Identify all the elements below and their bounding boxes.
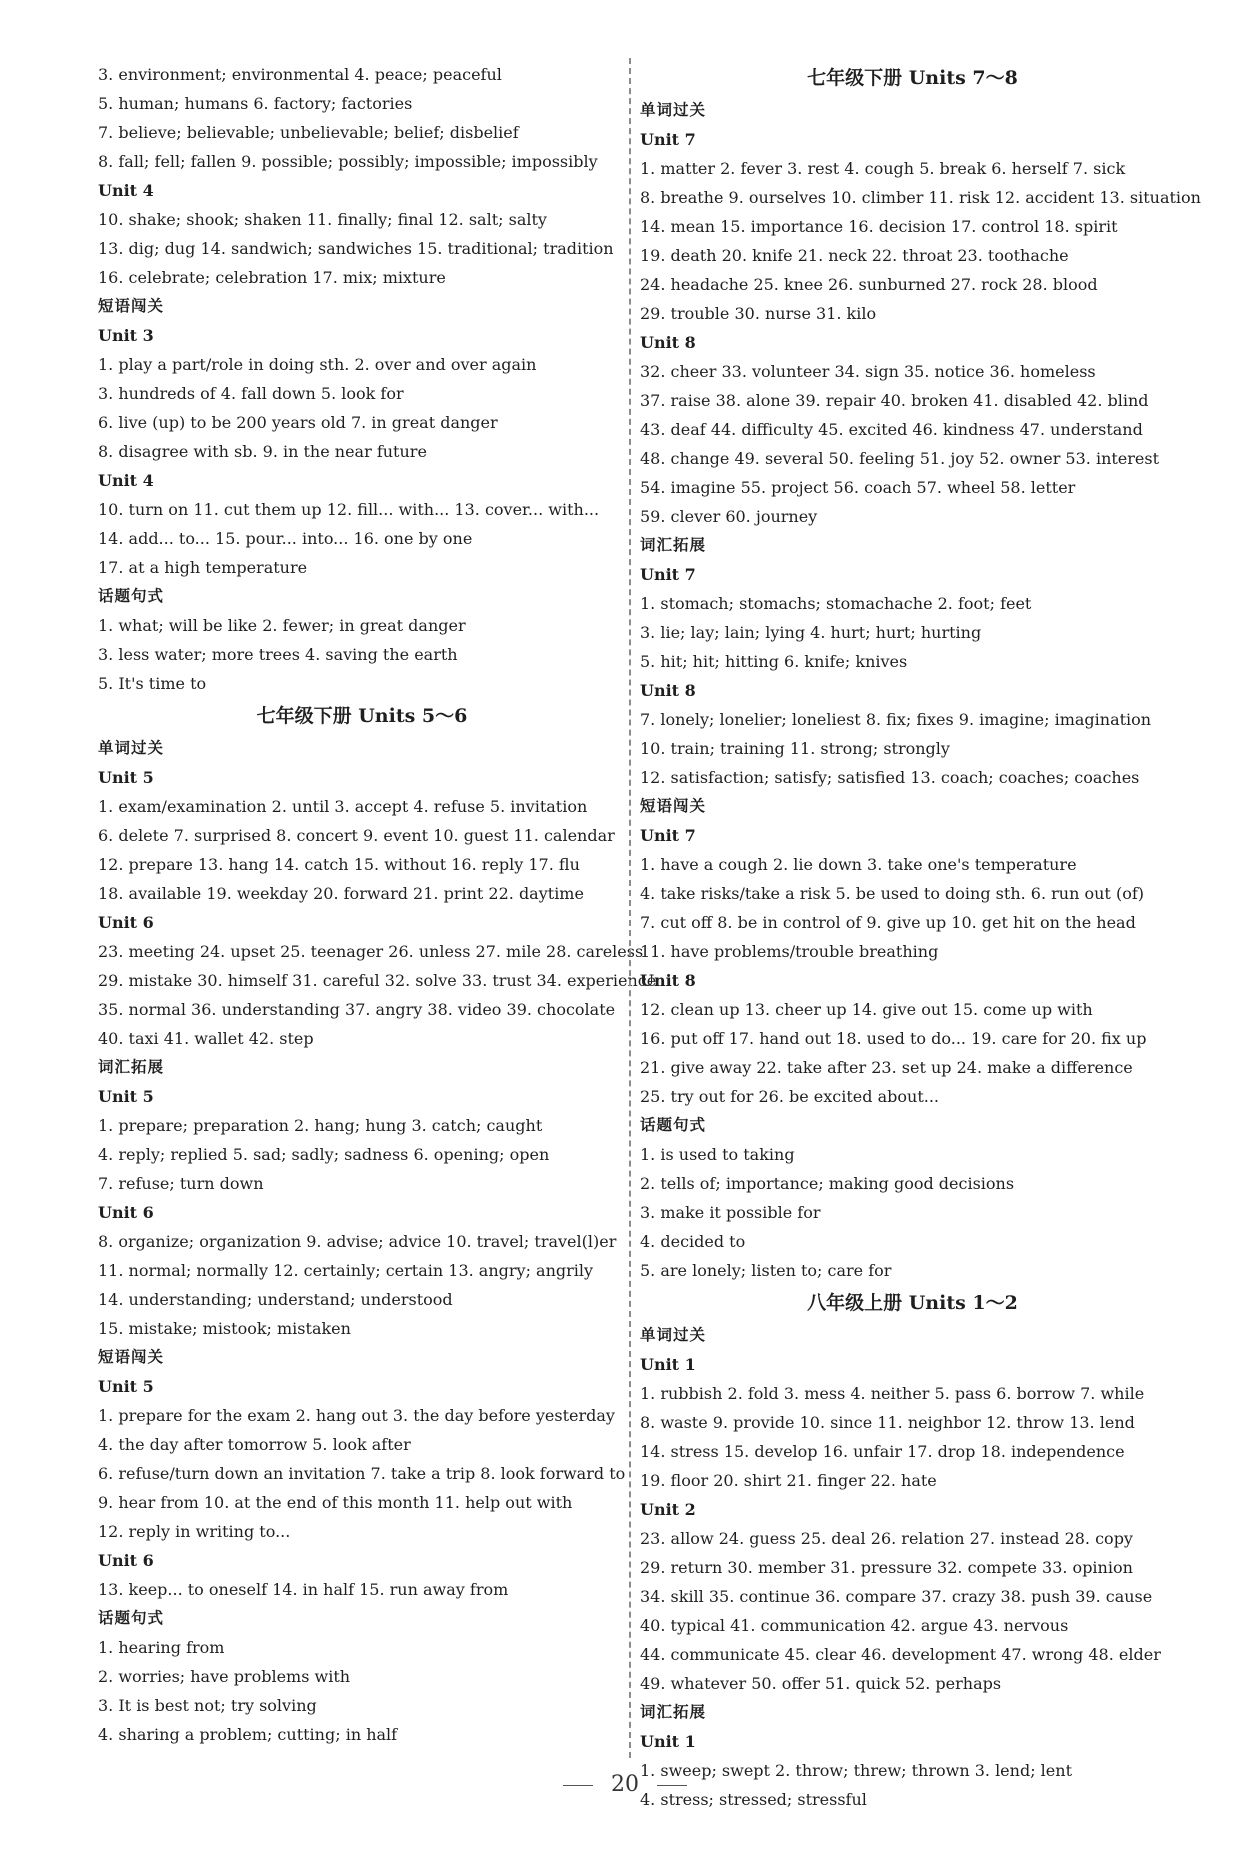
answer-line: 49. whatever 50. offer 51. quick 52. perhaps — [640, 1674, 1002, 1693]
answer-line: 19. death 20. knife 21. neck 22. throat 23. toothache — [640, 246, 1069, 265]
section-heading: 单词过关 — [640, 1326, 707, 1344]
answer-line: 3. less water; more trees 4. saving the earth — [98, 645, 458, 664]
answer-line: 25. try out for 26. be excited about... — [640, 1087, 940, 1106]
unit-heading: Unit 8 — [640, 333, 696, 352]
unit-heading: Unit 1 — [640, 1355, 696, 1374]
unit-heading: Unit 3 — [98, 326, 154, 345]
footer-dash-left — [563, 1785, 593, 1786]
answer-line: 4. decided to — [640, 1232, 746, 1251]
answer-line: 10. train; training 11. strong; strongly — [640, 739, 950, 758]
answer-line: 40. typical 41. communication 42. argue 43. nervous — [640, 1616, 1069, 1635]
answer-line: 4. reply; replied 5. sad; sadly; sadness 6. opening; open — [98, 1145, 550, 1164]
unit-heading: Unit 7 — [640, 130, 696, 149]
section-heading: 话题句式 — [98, 1609, 165, 1627]
answer-line: 14. add... to... 15. pour... into... 16. one by one — [98, 529, 473, 548]
column-divider — [629, 58, 631, 1758]
unit-heading: Unit 7 — [640, 565, 696, 584]
section-heading: 词汇拓展 — [640, 1703, 707, 1721]
answer-line: 35. normal 36. understanding 37. angry 38. video 39. chocolate — [98, 1000, 616, 1019]
answer-line: 1. have a cough 2. lie down 3. take one's temperature — [640, 855, 1077, 874]
unit-heading: Unit 6 — [98, 913, 154, 932]
answer-line: 23. allow 24. guess 25. deal 26. relation 27. instead 28. copy — [640, 1529, 1133, 1548]
answer-line: 13. dig; dug 14. sandwich; sandwiches 15. traditional; tradition — [98, 239, 614, 258]
answer-line: 9. hear from 10. at the end of this month 11. help out with — [98, 1493, 573, 1512]
answer-line: 8. disagree with sb. 9. in the near future — [98, 442, 427, 461]
unit-heading: Unit 1 — [640, 1732, 696, 1751]
answer-line: 48. change 49. several 50. feeling 51. joy 52. owner 53. interest — [640, 449, 1160, 468]
unit-heading: Unit 6 — [98, 1551, 154, 1570]
answer-line: 5. hit; hit; hitting 6. knife; knives — [640, 652, 908, 671]
answer-line: 23. meeting 24. upset 25. teenager 26. unless 27. mile 28. careless — [98, 942, 644, 961]
answer-line: 6. refuse/turn down an invitation 7. take a trip 8. look forward to — [98, 1464, 626, 1483]
unit-heading: Unit 2 — [640, 1500, 696, 1519]
answer-line: 10. turn on 11. cut them up 12. fill... with... 13. cover... with... — [98, 500, 600, 519]
answer-line: 1. prepare; preparation 2. hang; hung 3. catch; caught — [98, 1116, 543, 1135]
section-heading: 话题句式 — [640, 1116, 707, 1134]
answer-line: 3. environment; environmental 4. peace; peaceful — [98, 65, 502, 84]
footer-dash-right — [657, 1785, 687, 1786]
unit-heading: Unit 5 — [98, 1377, 154, 1396]
answer-line: 14. stress 15. develop 16. unfair 17. drop 18. independence — [640, 1442, 1125, 1461]
section-heading: 词汇拓展 — [98, 1058, 165, 1076]
answer-line: 1. stomach; stomachs; stomachache 2. foot; feet — [640, 594, 1032, 613]
answer-line: 8. breathe 9. ourselves 10. climber 11. risk 12. accident 13. situation — [640, 188, 1201, 207]
answer-line: 12. satisfaction; satisfy; satisfied 13. coach; coaches; coaches — [640, 768, 1140, 787]
answer-line: 32. cheer 33. volunteer 34. sign 35. notice 36. homeless — [640, 362, 1096, 381]
answer-line: 37. raise 38. alone 39. repair 40. broken 41. disabled 42. blind — [640, 391, 1149, 410]
chapter-title: 八年级上册 Units 1～2 — [807, 1292, 1018, 1314]
answer-line: 6. delete 7. surprised 8. concert 9. event 10. guest 11. calendar — [98, 826, 615, 845]
unit-heading: Unit 7 — [640, 826, 696, 845]
answer-line: 10. shake; shook; shaken 11. finally; final 12. salt; salty — [98, 210, 547, 229]
chapter-title: 七年级下册 Units 5～6 — [256, 705, 468, 727]
answer-line: 2. worries; have problems with — [98, 1667, 351, 1686]
unit-heading: Unit 6 — [98, 1203, 154, 1222]
answer-line: 4. sharing a problem; cutting; in half — [98, 1725, 398, 1744]
section-heading: 短语闯关 — [640, 797, 707, 815]
section-heading: 单词过关 — [640, 101, 707, 119]
section-heading: 短语闯关 — [98, 1348, 165, 1366]
chapter-title: 七年级下册 Units 7～8 — [807, 67, 1018, 89]
answer-line: 14. understanding; understand; understood — [98, 1290, 453, 1309]
answer-line: 4. the day after tomorrow 5. look after — [98, 1435, 411, 1454]
section-heading: 话题句式 — [98, 587, 165, 605]
answer-line: 16. put off 17. hand out 18. used to do... 19. care for 20. fix up — [640, 1029, 1147, 1048]
answer-line: 16. celebrate; celebration 17. mix; mixture — [98, 268, 446, 287]
right-column — [640, 60, 1201, 1814]
answer-line: 34. skill 35. continue 36. compare 37. crazy 38. push 39. cause — [640, 1587, 1153, 1606]
unit-heading: Unit 8 — [640, 681, 696, 700]
answer-line: 7. believe; believable; unbelievable; belief; disbelief — [98, 123, 519, 142]
answer-line: 1. rubbish 2. fold 3. mess 4. neither 5. pass 6. borrow 7. while — [640, 1384, 1145, 1403]
answer-line: 3. hundreds of 4. fall down 5. look for — [98, 384, 404, 403]
answer-line: 3. It is best not; try solving — [98, 1696, 317, 1715]
answer-line: 12. clean up 13. cheer up 14. give out 15. come up with — [640, 1000, 1093, 1019]
answer-line: 7. refuse; turn down — [98, 1174, 264, 1193]
answer-line: 1. hearing from — [98, 1638, 225, 1657]
page-footer — [0, 1772, 1250, 1797]
answer-line: 24. headache 25. knee 26. sunburned 27. rock 28. blood — [640, 275, 1098, 294]
answer-line: 5. It's time to — [98, 674, 207, 693]
answer-line: 7. lonely; lonelier; loneliest 8. fix; fixes 9. imagine; imagination — [640, 710, 1152, 729]
answer-line: 59. clever 60. journey — [640, 507, 818, 526]
answer-line: 12. prepare 13. hang 14. catch 15. without 16. reply 17. flu — [98, 855, 580, 874]
answer-line: 54. imagine 55. project 56. coach 57. wheel 58. letter — [640, 478, 1076, 497]
answer-line: 6. live (up) to be 200 years old 7. in great danger — [98, 413, 498, 432]
answer-line: 8. fall; fell; fallen 9. possible; possibly; impossible; impossibly — [98, 152, 598, 171]
answer-line: 1. exam/examination 2. until 3. accept 4. refuse 5. invitation — [98, 797, 588, 816]
answer-line: 5. are lonely; listen to; care for — [640, 1261, 892, 1280]
answer-line: 18. available 19. weekday 20. forward 21. print 22. daytime — [98, 884, 584, 903]
answer-line: 29. return 30. member 31. pressure 32. compete 33. opinion — [640, 1558, 1133, 1577]
answer-line: 19. floor 20. shirt 21. finger 22. hate — [640, 1471, 937, 1490]
unit-heading: Unit 5 — [98, 1087, 154, 1106]
unit-heading: Unit 4 — [98, 181, 154, 200]
section-heading: 短语闯关 — [98, 297, 165, 315]
answer-line: 7. cut off 8. be in control of 9. give up 10. get hit on the head — [640, 913, 1136, 932]
section-heading: 单词过关 — [98, 739, 165, 757]
answer-line: 8. waste 9. provide 10. since 11. neighbor 12. throw 13. lend — [640, 1413, 1135, 1432]
answer-line: 3. lie; lay; lain; lying 4. hurt; hurt; hurting — [640, 623, 982, 642]
answer-line: 15. mistake; mistook; mistaken — [98, 1319, 351, 1338]
answer-line: 11. have problems/trouble breathing — [640, 942, 939, 961]
answer-line: 11. normal; normally 12. certainly; certain 13. angry; angrily — [98, 1261, 594, 1280]
answer-line: 1. what; will be like 2. fewer; in great danger — [98, 616, 466, 635]
answer-line: 14. mean 15. importance 16. decision 17. control 18. spirit — [640, 217, 1118, 236]
answer-line: 4. stress; stressed; stressful — [640, 1790, 867, 1809]
answer-line: 40. taxi 41. wallet 42. step — [98, 1029, 314, 1048]
answer-line: 1. is used to taking — [640, 1145, 795, 1164]
unit-heading: Unit 4 — [98, 471, 154, 490]
answer-line: 5. human; humans 6. factory; factories — [98, 94, 413, 113]
answer-line: 13. keep... to oneself 14. in half 15. run away from — [98, 1580, 509, 1599]
answer-line: 17. at a high temperature — [98, 558, 308, 577]
answer-line: 1. play a part/role in doing sth. 2. over and over again — [98, 355, 537, 374]
answer-line: 12. reply in writing to... — [98, 1522, 291, 1541]
answer-line: 44. communicate 45. clear 46. development 47. wrong 48. elder — [640, 1645, 1161, 1664]
page-number: 20 — [611, 1772, 639, 1797]
answer-line: 43. deaf 44. difficulty 45. excited 46. kindness 47. understand — [640, 420, 1143, 439]
unit-heading: Unit 8 — [640, 971, 696, 990]
answer-line: 3. make it possible for — [640, 1203, 821, 1222]
unit-heading: Unit 5 — [98, 768, 154, 787]
answer-line: 1. prepare for the exam 2. hang out 3. the day before yesterday — [98, 1406, 615, 1425]
left-column — [98, 60, 657, 1749]
answer-line: 29. trouble 30. nurse 31. kilo — [640, 304, 877, 323]
section-heading: 词汇拓展 — [640, 536, 707, 554]
answer-line: 8. organize; organization 9. advise; advice 10. travel; travel(l)er — [98, 1232, 617, 1251]
answer-line: 4. take risks/take a risk 5. be used to doing sth. 6. run out (of) — [640, 884, 1144, 903]
answer-line: 2. tells of; importance; making good decisions — [640, 1174, 1015, 1193]
answer-line: 1. matter 2. fever 3. rest 4. cough 5. break 6. herself 7. sick — [640, 159, 1126, 178]
answer-line: 1. sweep; swept 2. throw; threw; thrown 3. lend; lent — [640, 1761, 1072, 1780]
answer-line: 29. mistake 30. himself 31. careful 32. solve 33. trust 34. experience — [98, 971, 657, 990]
answer-line: 21. give away 22. take after 23. set up 24. make a difference — [640, 1058, 1133, 1077]
